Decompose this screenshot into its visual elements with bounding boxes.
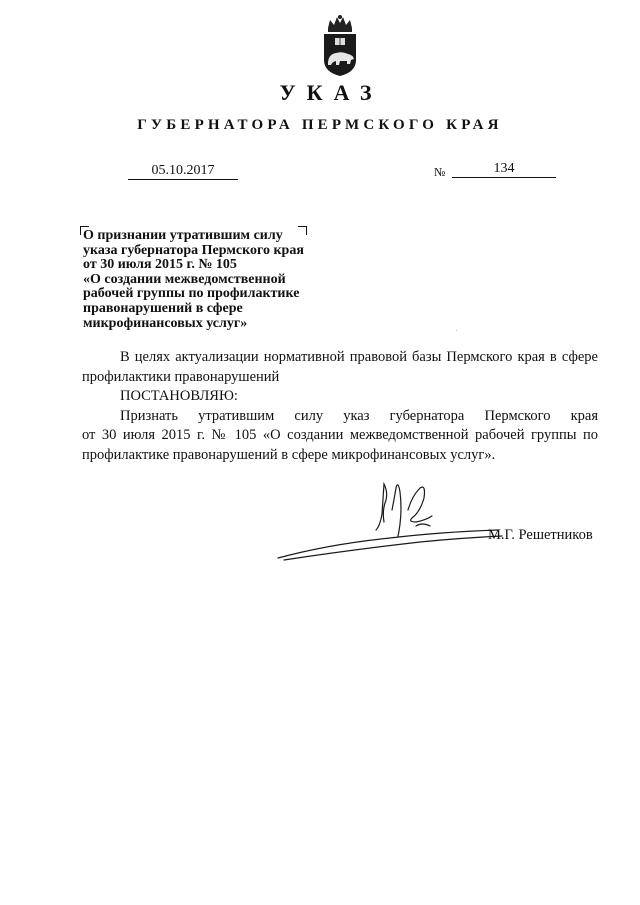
document-body [82, 348, 598, 465]
decree-word: ПОСТАНОВЛЯЮ: [120, 388, 238, 404]
operative-paragraph-rest: от 30 июля 2015 г. № 105 «О создании межведомственной рабочей группы по профилактике правонарушений в сфере микрофинансовых услуг». [82, 427, 598, 463]
document-subtitle: ГУБЕРНАТОРА ПЕРМСКОГО КРАЯ [137, 117, 503, 133]
document-number: 134 [452, 161, 556, 178]
signer-name: М.Г. Решетников [488, 527, 593, 543]
caption-line: микрофинансовых услуг» [83, 315, 248, 331]
caption-line: рабочей группы по профилактике [83, 286, 300, 302]
number-sign: № [434, 165, 446, 179]
caption-line: «О создании межведомственной [83, 271, 286, 287]
document-caption [83, 229, 333, 331]
caption-line: указа губернатора Пермского края [83, 242, 304, 258]
document-date: 05.10.2017 [128, 163, 238, 180]
coat-of-arms-icon [318, 14, 362, 78]
preamble-paragraph: В целях актуализации нормативной правовой базы Пермского края в сфере профилактики правонарушений [82, 349, 598, 385]
operative-paragraph-first-line: Признать утратившим силу указ губернатора Пермского края [120, 407, 598, 424]
document-title: УКАЗ [279, 80, 383, 105]
scan-speck [456, 330, 457, 331]
caption-line: правонарушений в сфере [83, 300, 243, 316]
caption-line: О признании утратившим силу [83, 228, 283, 243]
handwritten-signature [270, 470, 530, 570]
caption-line: от 30 июля 2015 г. № 105 [83, 257, 237, 273]
